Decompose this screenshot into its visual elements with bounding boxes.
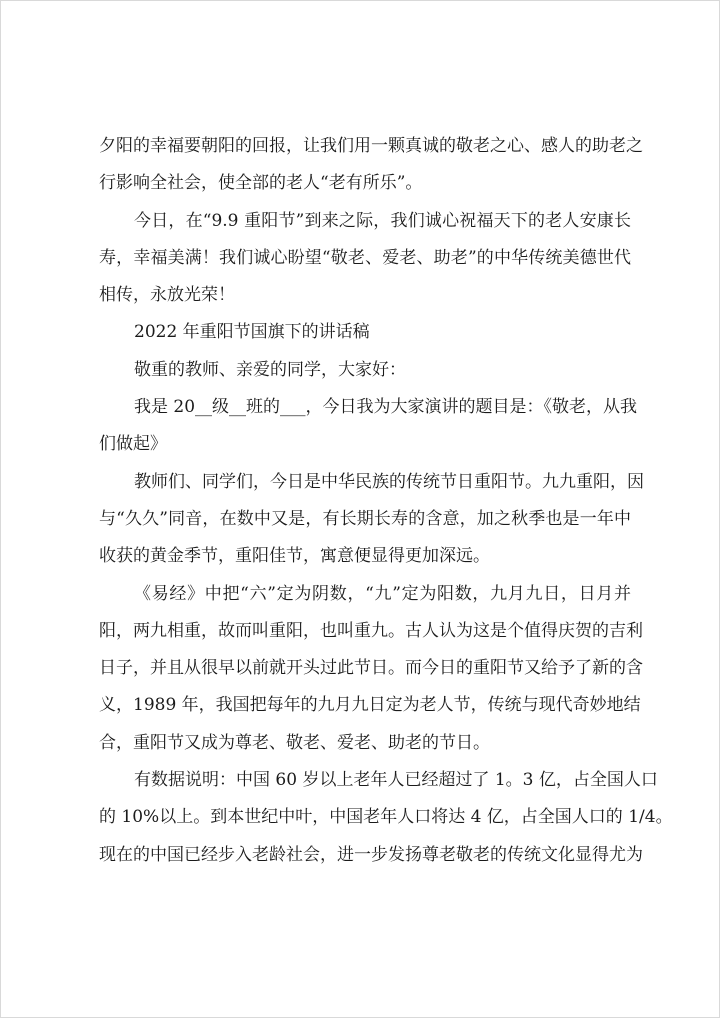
text-line-11: 与“久久”同音，在数中又是，有长期长寿的含意，加之秋季也是一年中 [99,508,631,529]
text-line-10: 教师们、同学们，今日是中华民族的传统节日重阳节。九九重阳，因 [134,471,644,492]
text-line-17: 合，重阳节又成为尊老、敬老、爱老、助老的节日。 [99,732,490,753]
text-line-16: 义，1989 年，我国把每年的九月九日定为老人节，传统与现代奇妙地结 [99,695,641,716]
document-body [99,128,673,874]
text-line-19: 的 10%以上。到本世纪中叶，中国老年人口将达 4 亿，占全国人口的 1/4。 [99,807,673,828]
text-line-4: 寿，幸福美满！我们诚心盼望“敬老、爱老、助老”的中华传统美德世代 [99,247,631,268]
text-line-1: 夕阳的幸福要朝阳的回报，让我们用一颗真诚的敬老之心、感人的助老之 [99,136,643,156]
text-line-9: 们做起》 [99,434,167,455]
text-line-8: 我是 20__级__班的___，今日我为大家演讲的题目是：《敬老，从我 [134,397,638,418]
greeting-line: 敬重的教师、亲爱的同学，大家好： [134,359,406,380]
text-line-20: 现在的中国已经步入老龄社会，进一步发扬尊老敬老的传统文化显得尤为 [99,844,643,865]
text-line-3: 今日，在“9.9 重阳节”到来之际，我们诚心祝福天下的老人安康长 [134,210,631,231]
text-line-15: 日子，并且从很早以前就开头过此节日。而今日的重阳节又给予了新的含 [99,658,643,679]
text-line-2: 行影响全社会，使全部的老人“老有所乐”。 [99,173,423,194]
text-line-12: 收获的黄金季节，重阳佳节，寓意便显得更加深远。 [99,546,490,567]
text-line-14: 阳，两九相重，故而叫重阳，也叫重九。古人认为这是个值得庆贺的吉利 [99,620,643,641]
text-line-13: 《易经》中把“六”定为阴数，“九”定为阳数，九月九日，日月并 [134,583,631,604]
speech-title: 2022 年重阳节国旗下的讲话稿 [134,322,370,343]
text-line-5: 相传，永放光荣！ [99,285,235,306]
text-line-18: 有数据说明：中国 60 岁以上老年人已经超过了 1。3 亿，占全国人口 [134,770,658,791]
